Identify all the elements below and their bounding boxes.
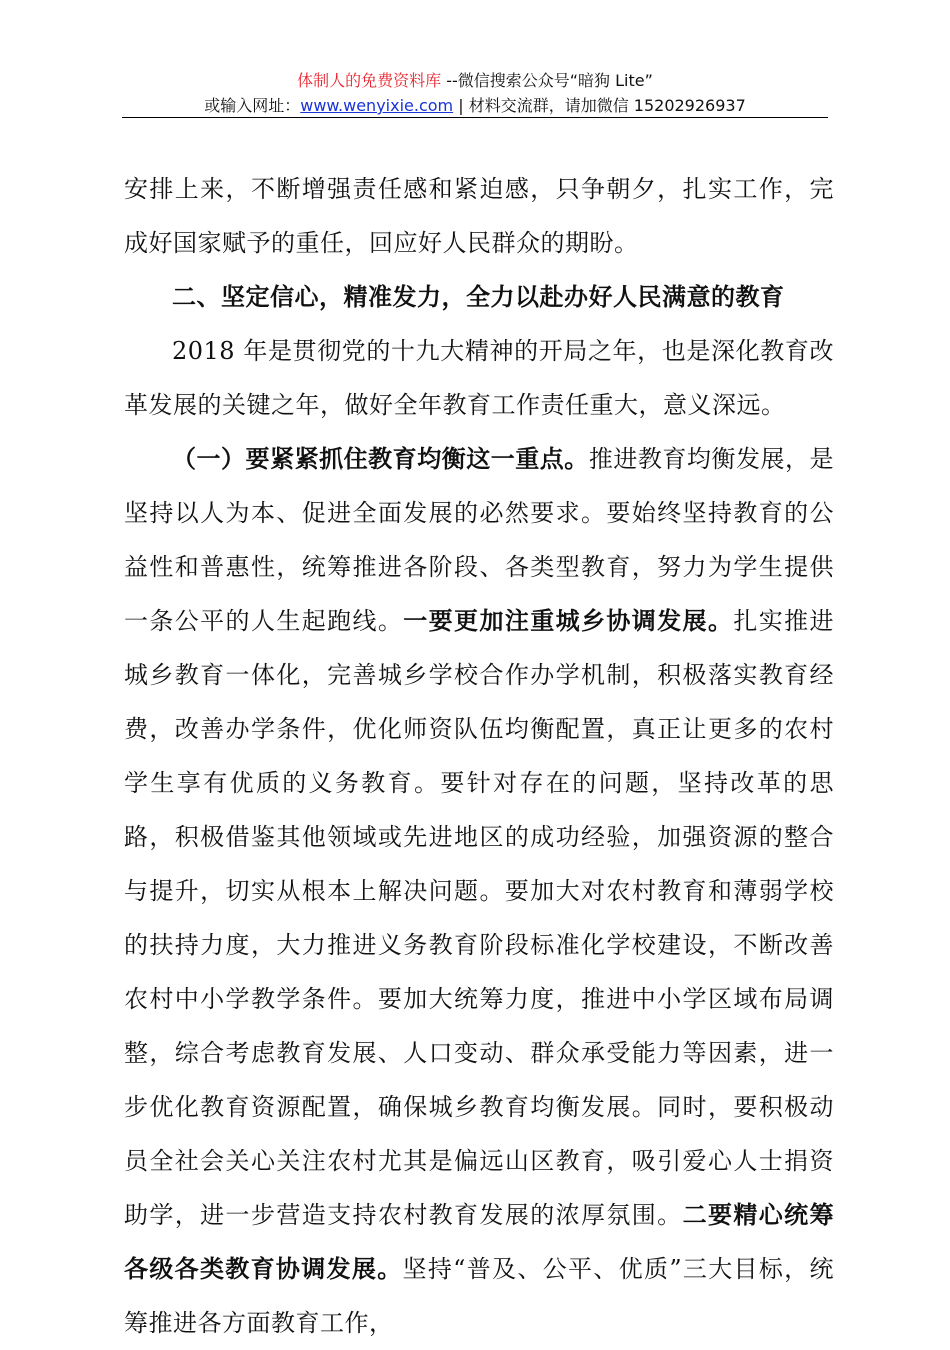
website-link[interactable]: www.wenyixie.com [300,96,454,115]
contact-info: 材料交流群，请加微信 15202926937 [468,96,746,115]
header-separator: | [453,96,469,115]
paragraph-continuation: 安排上来，不断增强责任感和紧迫感，只争朝夕，扎实工作，完成好国家赋予的重任，回应好人民群众的期盼。 [124,175,834,257]
url-prefix: 或输入网址： [204,96,301,115]
paragraph-intro: 2018 年是贯彻党的十九大精神的开局之年，也是深化教育改革发展的关键之年，做好全年教育工作责任重大，意义深远。 [124,337,834,419]
brand-title: 体制人的免费资料库 [297,71,442,90]
header-banner [0,71,950,91]
text-balance: 推进教育均衡发展，是坚持以人为本、促进全面发展的必然要求。要始终坚持教育的公益性和普惠性，统筹推进各阶段、各类型教育，努力为学生提供一条公平的人生起跑线。 [124,445,835,635]
paragraph-balance [124,432,834,1350]
header-contact [0,96,950,116]
point-one-text: 扎实推进城乡教育一体化，完善城乡学校合作办学机制，积极落实教育经费，改善办学条件，优化师资队伍均衡配置，真正让更多的农村学生享有优质的义务教育。要针对存在的问题，坚持改革的思路，积极借鉴其他领域或先进地区的成功经验，加强资源的整合与提升，切实从根本上解决问题。要加大对农村教育和薄弱学校的扶持力度，大力推进义务教育阶段标准化学校建设，不断改善农村中小学教学条件。要加大统筹力度，推进中小学区域布局调整，综合考虑教育发展、人口变动、群众承受能力等因素，进一步优化教育资源配置，确保城乡教育均衡发展。同时，要积极动员全社会关心关注农村尤其是偏远山区教育，吸引爱心人士捐资助学，进一步营造支持农村教育发展的浓厚氛围。 [124,607,835,1229]
subheading-balance: （一）要紧紧抓住教育均衡这一重点。 [172,445,589,473]
point-two-heading: 二要精心统筹各级各类教育协调发展。 [124,1201,835,1283]
point-two-text: 坚持“普及、公平、优质”三大目标，统筹推进各方面教育工作， [124,1255,835,1337]
point-one-heading: 一要更加注重城乡协调发展。 [403,607,734,635]
wechat-note: --微信搜索公众号“暗狗 Lite” [441,71,653,90]
document-body [124,162,834,1350]
header-divider [122,117,828,118]
section-heading: 二、坚定信心，精准发力，全力以赴办好人民满意的教育 [172,283,785,311]
